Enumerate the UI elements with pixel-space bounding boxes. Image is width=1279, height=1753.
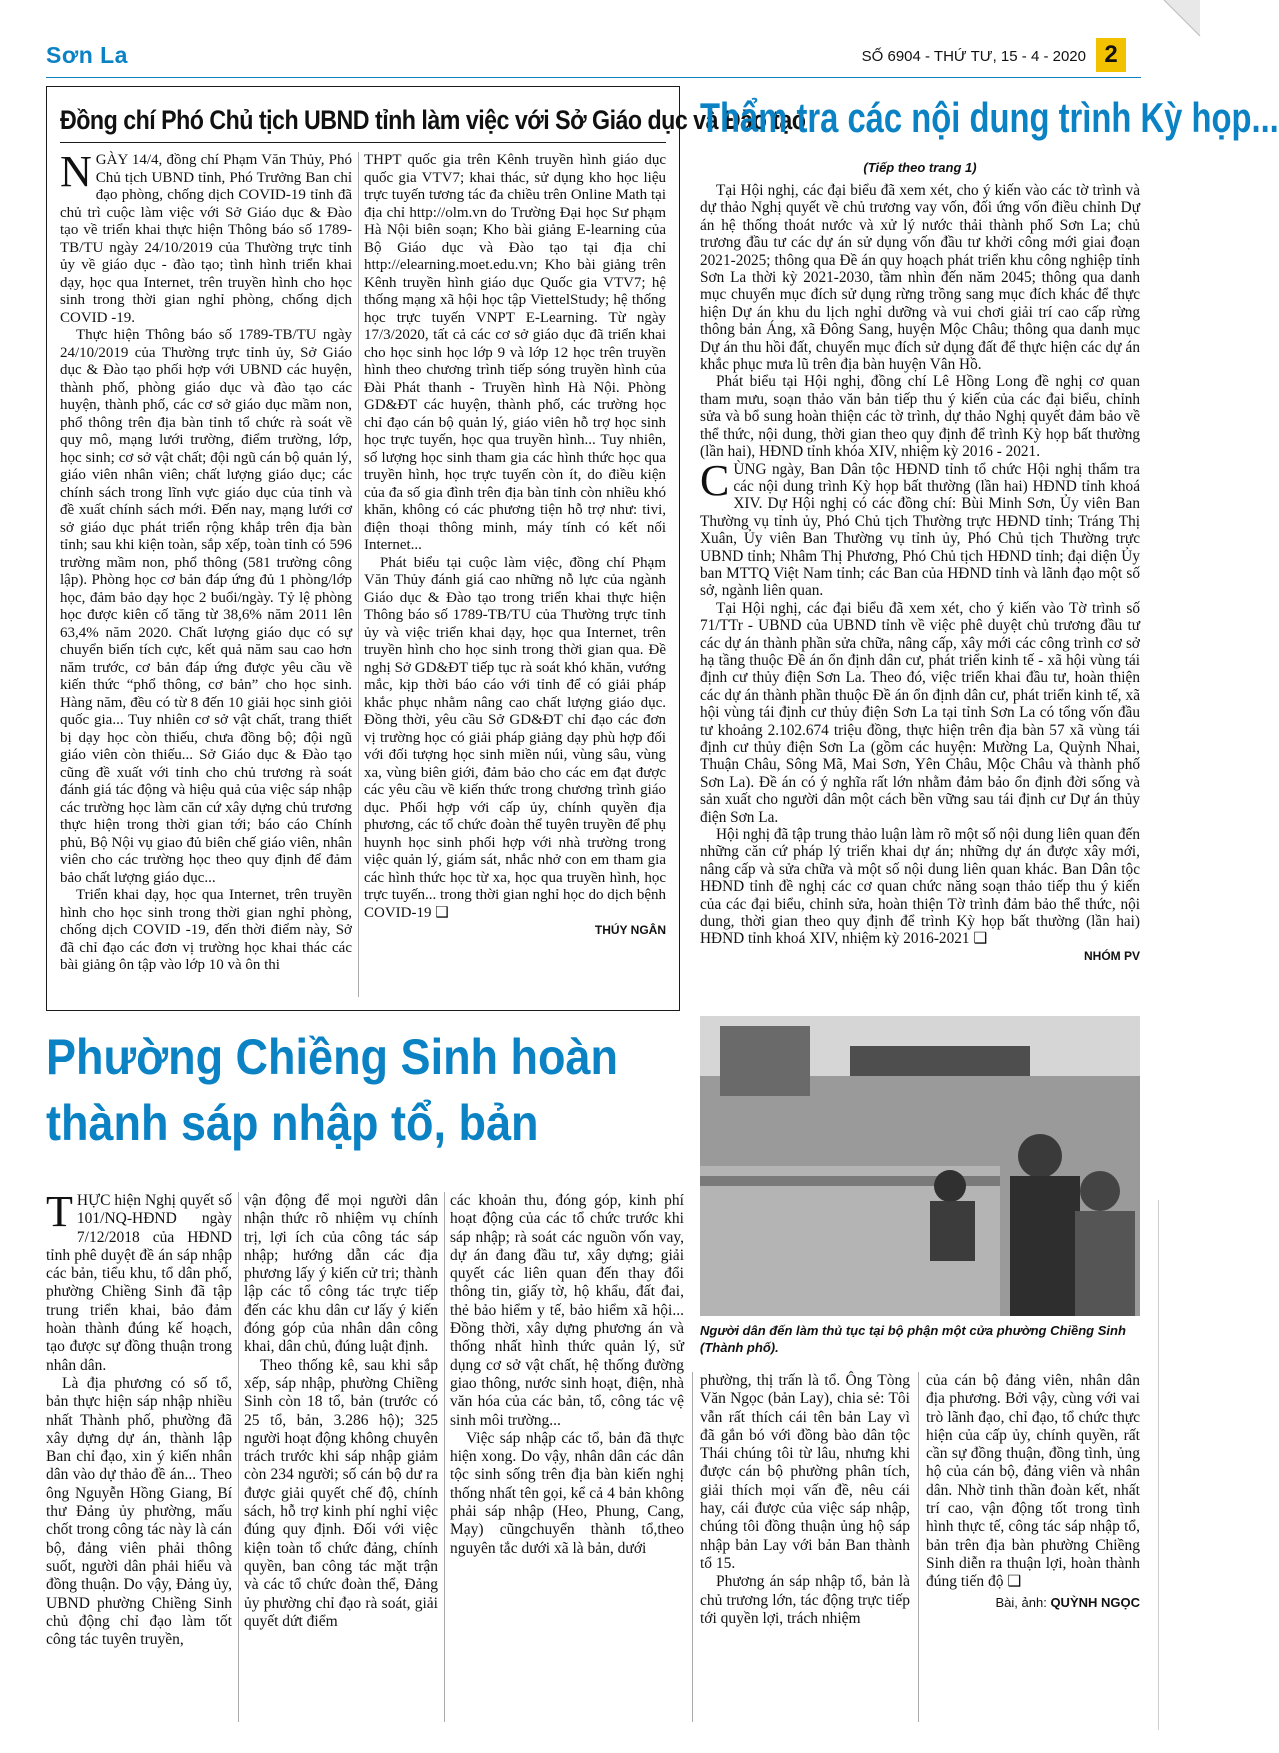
article1-column-2: [364, 152, 666, 940]
column-divider: [238, 1192, 239, 1722]
page-header: [46, 42, 1126, 74]
column-divider: [358, 152, 359, 997]
article3-byline: Bài, ảnh: QUỲNH NGỌC: [995, 1594, 1140, 1610]
photo-placeholder-icon: [700, 1016, 1140, 1316]
article1-paragraph: Triển khai dạy, học qua Internet, trên truyền hình cho học sinh trong thời gian nghỉ phòng, chống dịch COVID -19, đến thời điểm này, Sở đã chỉ đạo các đơn vị trường học khai thác các bài giảng ôn tập vào lớp 10 và ôn thi: [60, 887, 352, 973]
article2-title: Thẩm tra các nội dung trình Kỳ họp...: [700, 94, 1279, 141]
dropcap: T: [46, 1187, 73, 1236]
photo-caption: Người dân đến làm thủ tục tại bộ phận một cửa phường Chiềng Sinh (Thành phố).: [700, 1323, 1126, 1355]
article3-paragraph: THỰC hiện Nghị quyết số 101/NQ-HĐND ngày 7/12/2018 của HĐND tỉnh phê duyệt đề án sáp nhập các bản, tiểu khu, tổ dân phố, phường Chiềng Sinh đã tập trung triển khai, bảo đảm hoàn thành đúng kế hoạch, tạo được sự đồng thuận trong nhân dân.: [46, 1187, 232, 1374]
article3-paragraph: Việc sáp nhập các tổ, bản đã thực hiện xong. Do vậy, nhân dân các dân tộc sinh sống trên địa bàn kiến nghị thống nhất tên gọi, kể cả 4 bản không phải sáp nhập (Heo, Phung, Cang, Mạy) cũngchuyển thành tổ,theo nguyên tắc dưới xã là bản, dưới: [450, 1429, 684, 1557]
continued-note: (Tiếp theo trang 1): [863, 160, 977, 175]
article1-paragraph: Phát biểu tại cuộc làm việc, đồng chí Phạm Văn Thủy đánh giá cao những nỗ lực của ngành Giáo dục & Đào tạo trong triển khai thực hiện Thông báo số 1789-TB/TU của Thường trực tỉnh ủy và việc triển khai dạy, học qua Internet, trên truyền hình cho học sinh trong thời gian qua. Đề nghị Sở GD&ĐT tiếp tục rà soát khó khăn, vướng mắc, kịp thời báo cáo với tỉnh để có giải pháp khắc phục nhằm nâng cao chất lượng giáo dục. Đồng thời, yêu cầu Sở GD&ĐT chỉ đạo các đơn vị trường học có giải pháp giảng dạy phù hợp đối với đối tượng học sinh miền núi, vùng sâu, vùng xa, vùng biên giới, đảm bảo cho các em đạt được các yêu cầu về kiến thức trong chương trình giáo dục. Phối hợp với cấp ủy, chính quyền địa phương, các tổ chức đoàn thể tuyên truyền để phụ huynh học sinh phối hợp với nhà trường trong việc quản lý, giám sát, nhắc nhở con em tham gia các hình thức học từ xa, học qua truyền hình, học trực tuyến... trong thời gian nghỉ học do dịch bệnh COVID-19 ❑: [364, 554, 666, 921]
column-divider: [692, 1372, 693, 1722]
article3-photo: [700, 1016, 1140, 1316]
article2-paragraph: Phát biểu tại Hội nghị, đồng chí Lê Hồng Long đề nghị cơ quan tham mưu, soạn thảo văn bản tiếp thu ý kiến của các đại biểu, chỉnh sửa và bổ sung hoàn thiện các tờ trình, dự thảo Nghị quyết đảm bảo về thể thức, nội dung, thời gian theo quy định để trình Kỳ họp bất thường (lần hai), HĐND tỉnh khóa XIV, nhiệm kỳ 2016 - 2021.: [700, 373, 1140, 461]
article3-column-1: [46, 1187, 232, 1649]
column-divider: [444, 1192, 445, 1722]
issue-info: SỐ 6904 - THỨ TƯ, 15 - 4 - 2020: [861, 48, 1086, 65]
page-number: 2: [1096, 38, 1126, 72]
article1-paragraph: THPT quốc gia trên Kênh truyền hình giáo dục quốc gia VTV7; khai thác, sử dụng kho học liệu trực tuyến tương tác đa chiều trên Online Math tại địa chỉ http://olm.vn do Trường Đại học Sư phạm Hà Nội biên soạn; Kho bài giảng E-learning của Bộ Giáo dục và Đào tạo tại địa chỉ http://elearning.moet.edu.vn; Kho bài giảng trên Kênh truyền hình giáo dục Quốc gia VTV7; hệ thống mạng xã hội học tập ViettelStudy; hệ thống học trực tuyến VNPT E-Learning. Từ ngày 17/3/2020, tất cả các cơ sở giáo dục đã triển khai cho học sinh học lớp 9 và lớp 12 học trên truyền hình theo chương trình tiếp sóng truyền hình của Đài Phát thanh - Truyền hình Hà Nội. Phòng GD&ĐT các huyện, thành phố, các trường học chỉ đạo cán bộ quản lý, giáo viên hỗ trợ học sinh học trực tuyến, học qua truyền hình... Tuy nhiên, số lượng học sinh tham gia các hình thức học qua truyền hình, học trực tuyến còn ít, do điều kiện của đa số gia đình trên địa bàn tỉnh còn nhiều khó khăn, không có các phương tiện hỗ trợ như: tivi, điện thoại thông minh, máy tính có kết nối Internet...: [364, 152, 666, 553]
article2-body: [700, 182, 1140, 965]
article3-column-3: [450, 1192, 684, 1558]
header-rule: [46, 77, 1141, 78]
article3-paragraph: Phương án sáp nhập tổ, bản là chủ trương lớn, tác động trực tiếp tới quyền lợi, trách nhiệm: [700, 1573, 910, 1627]
column-divider: [918, 1372, 919, 1722]
article2-paragraph: Tại Hội nghị, các đại biểu đã xem xét, cho ý kiến vào Tờ trình số 71/TTr - UBND của UBND tỉnh về việc phê duyệt chủ trương đầu tư các dự án thành phần sửa chữa, nâng cấp, xây mới các công trình cơ sở hạ tầng thuộc Đề án ổn định dân cư, phát triển kinh tế - xã hội vùng tái định cư thủy điện Sơn La. Theo đó, việc triển khai đầu tư, hoàn thiện các dự án thành phần thuộc Đề án ổn định dân cư, phát triển kinh tế, xã hội vùng tái định cư thủy điện Sơn La tại tỉnh Sơn La có tổng vốn đầu tư khoảng 2.102.674 triệu đồng, thực hiện trên địa bàn 57 xã vùng tái định cư thủy điện Sơn La (gồm các huyện: Mường La, Quỳnh Nhai, Thuận Châu, Sông Mã, Mai Sơn, Yên Châu, Mộc Châu và thành phố Sơn La). Đề án có ý nghĩa rất lớn nhằm đảm bảo ổn định đời sống và sản xuất cho người dân một cách bền vững sau tái định cư Dự án thủy điện Sơn La.: [700, 599, 1140, 826]
article3-column-4: [700, 1372, 910, 1628]
article2-paragraph: Hội nghị đã tập trung thảo luận làm rõ một số nội dung liên quan đến những căn cứ pháp lý triển khai dự án; những dự án được xây mới, nâng cấp và sửa chữa và một số nội dung liên quan khác. Ban Dân tộc HĐND tỉnh đề nghị các cơ quan chức năng soạn thảo tiếp thu ý kiến của các đại biểu, chỉnh sửa, hoàn thiện Tờ trình đảm bảo thể thức, nội dung, thời gian theo quy định để trình Kỳ họp bất thường (lần hai) HĐND tỉnh khoá XIV, nhiệm kỳ 2016-2021 ❑: [700, 826, 1140, 948]
article3-paragraph: vận động để mọi người dân nhận thức rõ nhiệm vụ chính trị, lợi ích của công tác sáp nhập; hướng dẫn các địa phương lấy ý kiến cử tri; thành lập các tổ công tác trực tiếp đến các khu dân cư lấy ý kiến đóng góp của nhân dân công khai, dân chủ, đúng luật định.: [244, 1192, 438, 1356]
section-name: Sơn La: [46, 42, 128, 68]
article3-paragraph: Theo thống kê, sau khi sắp xếp, sáp nhập, phường Chiềng Sinh còn 18 tổ, bản (trước có 25 tổ, bản, 3.286 hộ); 325 người hoạt động không chuyên trách trước khi sáp nhập giảm còn 234 người; số cán bộ dư ra được giải quyết chế độ, chính sách, hỗ trợ kinh phí nghỉ việc đúng quy định. Đối với việc kiện toàn tổ chức đảng, chính quyền, ban công tác mặt trận và các tổ chức đoàn thể, Đảng ủy phường chỉ đạo rà soát, giải quyết dứt điểm: [244, 1356, 438, 1630]
page-edge-line: [1158, 1200, 1159, 1730]
dropcap: N: [60, 147, 92, 196]
article3-paragraph: Là địa phương có số tổ, bản thực hiện sáp nhập nhiều nhất Thành phố, phường đã xây dựng dự án, thành lập Ban chỉ đạo, xin ý kiến nhân dân vào dự thảo đề án... Theo ông Nguyễn Hồng Giang, Bí thư Đảng ủy phường, mấu chốt trong công tác này là cán bộ, đảng viên phải thông suốt, người dân phải hiểu và đồng thuận. Do vậy, Đảng ủy, UBND phường Chiềng Sinh chủ động chỉ đạo làm tốt công tác tuyên truyền,: [46, 1374, 232, 1649]
article3-column-5: [926, 1372, 1140, 1612]
article3-paragraph: phường, thị trấn là tổ. Ông Tòng Văn Ngọc (bản Lay), chia sẻ: Tôi vẫn rất thích cái tên bản Lay vì đã gắn bó với đồng bào dân tộc Thái chúng tôi từ lâu, nhưng khi được cán bộ phường phân tích, giải thích mọi vấn đề, nêu cái hay, cái được của việc sáp nhập, chúng tôi đồng thuận ủng hộ sáp nhập bản Lay với bản Ban thành tổ 15.: [700, 1372, 910, 1572]
article2-byline: NHÓM PV: [1083, 948, 1140, 963]
article1-paragraph: Thực hiện Thông báo số 1789-TB/TU ngày 24/10/2019 của Thường trực tỉnh ủy, Sở Giáo dục & Đào tạo phối hợp với UBND các huyện, thành phố, phòng giáo dục và đào tạo các huyện, thành phố, các cơ sở giáo dục mầm non, phổ thông trên địa bàn tỉnh tổ chức rà soát về quy mô, mạng lưới trường, điểm trường, lớp, học sinh; cơ sở vật chất; đội ngũ cán bộ quản lý, giáo viên nhân viên; chất lượng giáo dục; các chính sách trong lĩnh vực giáo dục của tỉnh và đề xuất chính sách mới. Đến nay, mạng lưới cơ sở giáo dục phát triển rộng khắp trên địa bàn tỉnh; sau khi kiện toàn, sắp xếp, toàn tỉnh có 596 trường mầm non, phổ thông (581 trường công lập). Phòng học cơ bản đáp ứng đủ 1 phòng/lớp học, đảm bảo dạy học 2 buổi/ngày. Tỷ lệ phòng học được kiên cố tăng từ 38,6% năm 2011 lên 63,4% năm 2020. Chất lượng giáo dục có sự chuyển biến tích cực, kết quả năm sau cao hơn năm trước, cơ bản đáp ứng được yêu cầu về kiến thức “phổ thông, cơ bản” cho học sinh. Hàng năm, đều có từ 8 đến 10 giải học sinh giỏi quốc gia... Tuy nhiên cơ sở vật chất, trang thiết bị dạy học còn thiếu, chưa đồng bộ; đội ngũ giáo viên còn thiếu... Sở Giáo dục & Đào tạo cũng đề xuất với tỉnh cho chủ trương rà soát đánh giá tác động và hiệu quả của việc sáp nhập các trường học làm căn cứ xây dựng chủ trương thực hiện trong thời gian tới; báo cáo Chính phủ, Bộ Nội vụ giao đủ biên chế giáo viên, nhân viên cho các trường học theo quy định để đảm bảo chất lượng giáo dục...: [60, 327, 352, 886]
article3-title: Phường Chiềng Sinh hoàn thành sáp nhập tổ, bản: [46, 1029, 619, 1151]
article2-paragraph: Tại Hội nghị, các đại biểu đã xem xét, cho ý kiến vào các tờ trình và dự thảo Nghị quyết về chủ trương vay vốn, đối ứng vốn điều chỉnh Dự án hệ thống thoát nước và xử lý nước thải thành phố Sơn La; chủ trương đầu tư các dự án sử dụng vốn đầu tư khởi công mới giai đoạn 2021-2025; thông qua Đề án quy hoạch phát triển khu công nghiệp tỉnh Sơn La thời kỳ 2021-2030, tầm nhìn đến năm 2045; thông qua danh mục chuyển mục đích sử dụng rừng trồng sang mục đích khác để thực hiện Dự án khu du lịch nghỉ dưỡng và vui chơi giải trí cao cấp rừng thông bản Áng, xã Đông Sang, huyện Mộc Châu; thông qua danh mục Dự án thu hồi đất, chuyển mục đích sử dụng đất để thực hiện các dự án khắc phục mưa lũ trên địa bàn huyện Vân Hồ.: [700, 182, 1140, 374]
article1-title: Đồng chí Phó Chủ tịch UBND tỉnh làm việc với Sở Giáo dục và Đào tạo: [60, 105, 806, 135]
article3-paragraph: các khoản thu, đóng góp, kinh phí hoạt động của các tổ chức trước khi sáp nhập; rà soát các nguồn vốn vay, dự án đang đầu tư, xây dựng; giải quyết các liên quan đến thay đổi thông tin, giấy tờ, hộ khẩu, đất đai, thẻ bảo hiểm y tế, bảo hiểm xã hội... Đồng thời, xây dựng phương án và thống nhất hình thức quản lý, sử dụng cơ sở vật chất, hệ thống đường giao thông, nước sinh hoạt, điện, nhà văn hóa của các bản, tổ, công tác vệ sinh môi trường...: [450, 1192, 684, 1429]
corner-fold-icon: [1164, 0, 1200, 36]
dropcap: C: [700, 455, 730, 505]
article1-byline: THÚY NGÂN: [594, 923, 666, 937]
article2-paragraph: CÙNG ngày, Ban Dân tộc HĐND tỉnh tổ chức Hội nghị thẩm tra các nội dung trình Kỳ họp bất thường (lần hai) HĐND tỉnh khoá XIV. Dự Hội nghị có các đồng chí: Bùi Minh Sơn, Ủy viên Ban Thường vụ tỉnh ủy, Phó Chủ tịch Thường trực HĐND tỉnh; Tráng Thị Xuân, Ủy viên Ban Thường vụ tỉnh ủy, Phó Chủ tịch Thường trực UBND tỉnh; Nhâm Thị Phương, Phó Chủ tịch HĐND tỉnh; đại diện Ủy ban MTTQ Việt Nam tỉnh; các Ban của HĐND tỉnh và lãnh đạo một số sở, ngành liên quan.: [700, 455, 1140, 600]
article3-paragraph: của cán bộ đảng viên, nhân dân địa phương. Bởi vậy, cùng với vai trò lãnh đạo, chỉ đạo, tổ chức thực hiện của cấp ủy, chính quyền, rất cần sự đồng thuận, đồng tình, ủng hộ của cán bộ, đảng viên và nhân dân. Nhờ tinh thần đoàn kết, nhất trí cao, vận động tốt trong tình hình thực tế, công tác sáp nhập tổ, bản trên địa bàn phường Chiềng Sinh diễn ra thuận lợi, hoàn thành đúng tiến độ ❑: [926, 1372, 1140, 1591]
title-underline: [60, 142, 666, 143]
article3-column-2: [244, 1192, 438, 1631]
article1-paragraph: NGÀY 14/4, đồng chí Phạm Văn Thủy, Phó Chủ tịch UBND tỉnh, Phó Trưởng Ban chỉ đạo phòng, chống dịch COVID-19 tỉnh đã chủ trì cuộc làm việc với Sở Giáo dục & Đào tạo về triển khai thực hiện Thông báo số 1789-TB/TU ngày 24/10/2019 của Thường trực tỉnh ủy về giáo dục - đào tạo; tình hình triển khai dạy, học qua Internet, trên truyền hình cho học sinh trong thời gian nghỉ phòng, chống dịch COVID -19.: [60, 147, 352, 326]
article1-column-1: [60, 147, 352, 975]
